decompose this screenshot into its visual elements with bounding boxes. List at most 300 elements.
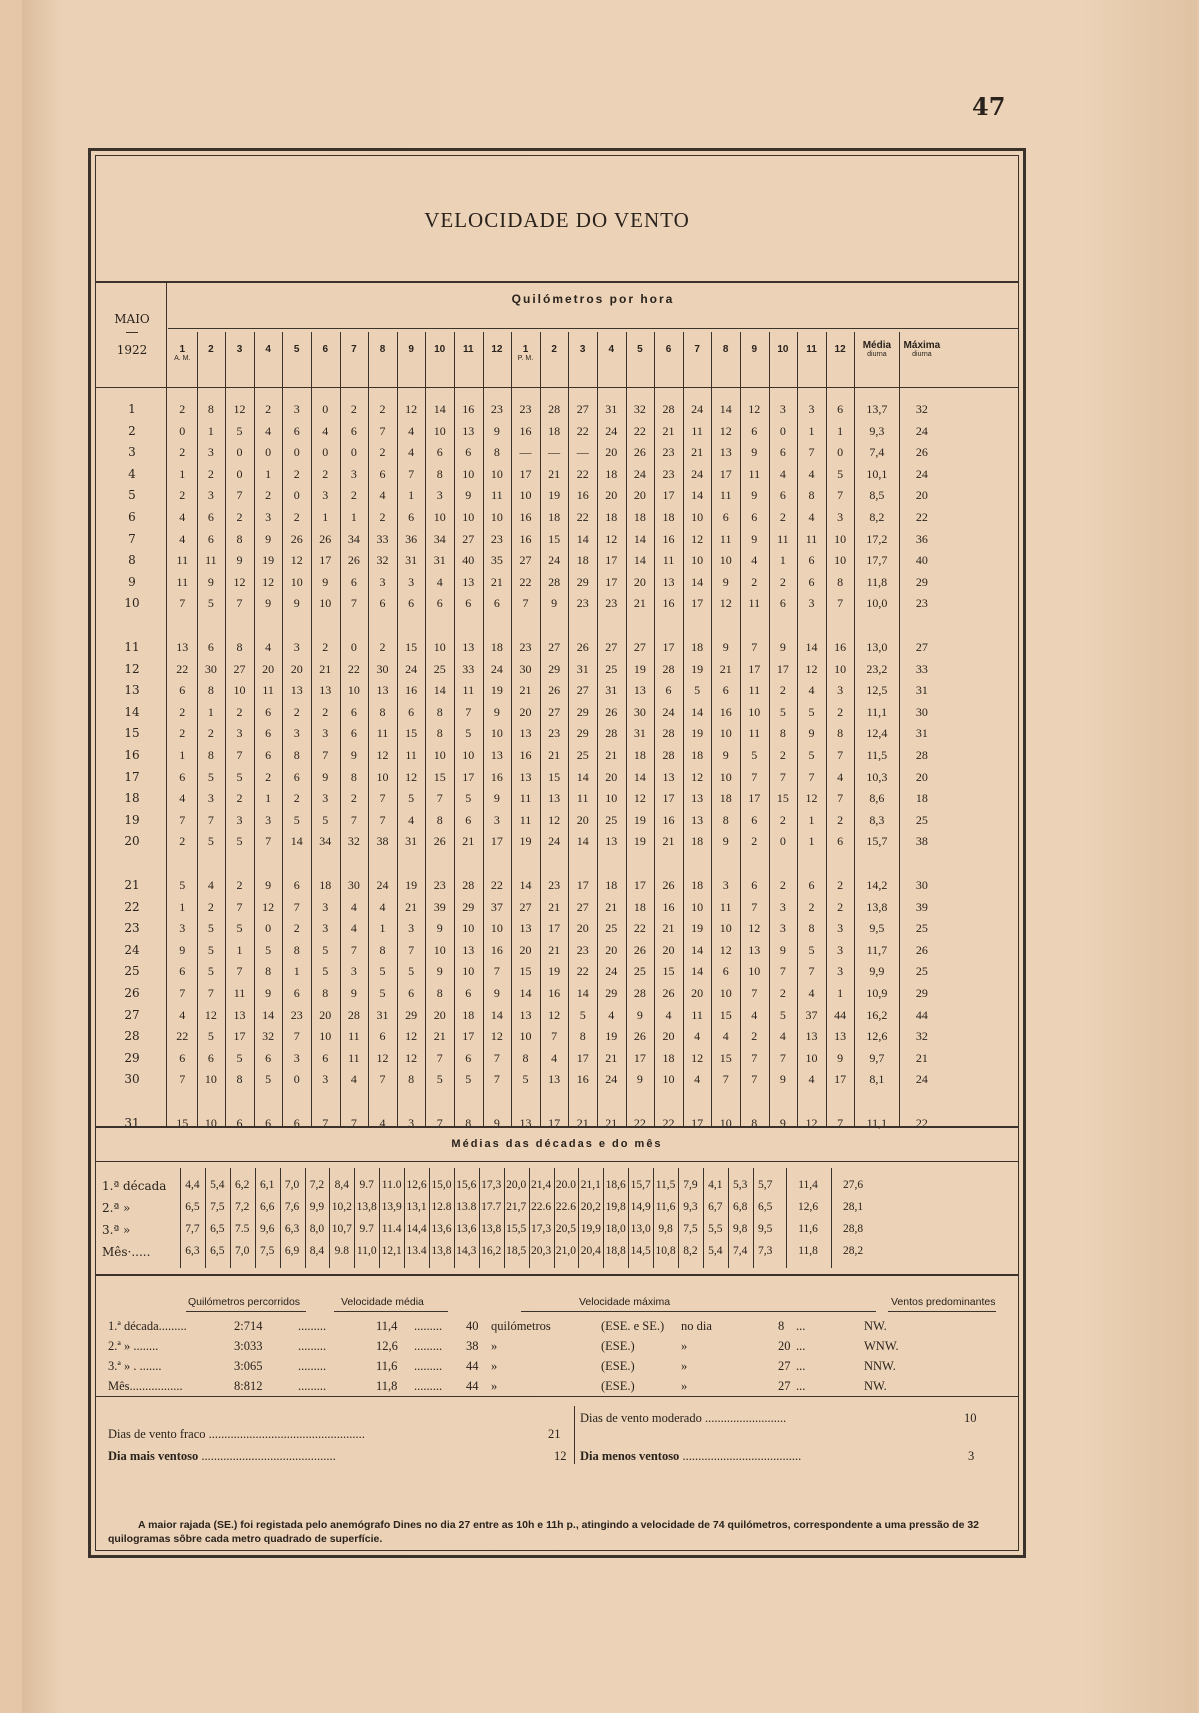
table-cell: 31: [605, 402, 618, 416]
decade-cell: 9,8: [733, 1223, 748, 1235]
table-cell: 7: [236, 596, 243, 611]
table-cell: 5: [379, 964, 386, 979]
table-cell: 7,4: [869, 445, 885, 460]
table-cell: 3: [837, 683, 844, 698]
table-cell: 4: [379, 488, 386, 503]
decade-cell: 13.4: [406, 1245, 427, 1257]
table-cell: 2: [837, 704, 844, 719]
table-cell: 2: [179, 704, 186, 719]
table-cell: 24: [915, 1072, 928, 1087]
table-cell: —: [576, 445, 589, 460]
table-cell: 2: [779, 510, 786, 524]
table-cell: 8: [493, 445, 500, 460]
table-cell: 15: [405, 640, 418, 654]
decade-cell: 11.0: [381, 1179, 402, 1191]
table-cell: 32: [915, 402, 928, 416]
table-cell: 5: [236, 834, 243, 849]
weak-wind-label: Dias de vento fraco: [108, 1427, 206, 1441]
table-cell: 8: [779, 726, 786, 741]
table-cell: 1: [808, 834, 815, 849]
column-header: [683, 344, 712, 355]
table-cell: 2: [837, 878, 844, 892]
day-label: 11: [124, 640, 140, 654]
table-cell: 25: [605, 812, 618, 827]
table-cell: 22: [633, 921, 646, 936]
column-header: [654, 344, 683, 355]
table-cell: 18: [691, 748, 704, 762]
decades-top-divider: [96, 1161, 1018, 1162]
summary-dia: »: [681, 1339, 688, 1353]
table-cell: 10: [376, 769, 389, 784]
table-cell: 2: [751, 834, 758, 849]
table-cell: 27: [915, 640, 928, 654]
table-cell: 5: [207, 769, 214, 784]
table-cell: 3: [293, 726, 300, 741]
table-cell: 6: [436, 596, 443, 611]
table-cell: 17: [576, 878, 589, 892]
table-cell: 29: [605, 986, 618, 1000]
table-cell: 27: [576, 899, 589, 914]
table-cell: 6: [207, 531, 214, 546]
table-cell: 10: [433, 640, 446, 654]
table-cell: 2: [293, 921, 300, 936]
table-cell: 6: [665, 683, 672, 698]
column-header: [425, 344, 454, 355]
table-cell: 3: [779, 899, 786, 914]
table-cell: 3: [322, 791, 329, 806]
table-cell: 6: [379, 1029, 386, 1044]
table-cell: 12: [233, 402, 246, 416]
decade-cell: 12,1: [381, 1245, 402, 1257]
weak-wind-value: 21: [548, 1427, 561, 1441]
table-cell: 26: [662, 986, 675, 1000]
table-cell: 8: [751, 1116, 758, 1130]
day-label: 30: [124, 1072, 140, 1087]
table-cell: 28: [662, 661, 675, 676]
table-cell: 1: [350, 510, 357, 524]
day-label: 24: [124, 942, 140, 957]
day-label: 2: [128, 423, 136, 438]
table-cell: 23: [519, 402, 532, 416]
table-cell: 12: [748, 402, 761, 416]
table-cell: 11: [719, 488, 732, 503]
table-cell: 18: [462, 1007, 475, 1022]
decade-cell: 11,4: [798, 1179, 818, 1191]
day-label: 19: [124, 812, 140, 827]
table-cell: 13: [834, 1029, 847, 1044]
table-cell: 8: [522, 1050, 529, 1065]
decade-cell: 20,2: [580, 1201, 601, 1213]
table-cell: 10,3: [866, 769, 888, 784]
table-cell: 9: [179, 942, 186, 957]
day-label: 5: [128, 488, 136, 503]
table-cell: 28: [548, 402, 561, 416]
table-cell: 3: [322, 488, 329, 503]
day-label: 21: [124, 878, 140, 892]
table-cell: 33: [462, 661, 475, 676]
table-cell: 33: [915, 661, 928, 676]
table-cell: 29: [915, 574, 928, 589]
table-cell: 3: [837, 942, 844, 957]
footnote: A maior rajada (SE.) foi registada pelo anemógrafo Dines no dia 27 entre as 10h e 11h p., atingindo a velocidade de 74 quilómetros, correspondente a uma pressão de 32 quilogramas sôbre cada metro quadrado de superfície.: [108, 1519, 980, 1546]
table-cell: 7: [751, 986, 758, 1000]
decade-cell: 8,4: [309, 1245, 325, 1257]
column-header-sub: A. M.: [174, 355, 191, 362]
table-cell: 38: [376, 834, 389, 849]
table-cell: 13: [519, 921, 532, 936]
table-cell: 20: [433, 1007, 446, 1022]
table-cell: 7: [465, 704, 472, 719]
table-cell: 24: [548, 834, 561, 849]
table-cell: 1: [179, 466, 186, 481]
table-cell: 30: [915, 704, 928, 719]
table-cell: 17: [691, 596, 704, 611]
table-cell: 3: [322, 726, 329, 741]
table-cell: 10: [519, 1029, 532, 1044]
table-cell: 9: [265, 878, 272, 892]
decade-cell: 15,7: [630, 1179, 651, 1191]
table-cell: 13: [490, 748, 503, 762]
table-cell: 23: [548, 878, 561, 892]
table-cell: 3: [350, 466, 357, 481]
table-cell: 12: [805, 661, 818, 676]
table-cell: 18: [633, 510, 646, 524]
table-cell: 16: [719, 704, 732, 719]
table-cell: 25: [605, 921, 618, 936]
decade-cell: 18,6: [605, 1179, 626, 1191]
table-cell: 13: [719, 445, 732, 460]
table-cell: 10: [204, 1072, 217, 1087]
table-cell: 13: [462, 942, 475, 957]
table-cell: 12: [405, 402, 418, 416]
day-label: 25: [124, 964, 140, 979]
table-cell: 9: [779, 1116, 786, 1130]
table-cell: 12: [204, 1007, 217, 1022]
table-cell: 8: [436, 812, 443, 827]
table-cell: 6: [722, 683, 729, 698]
table-cell: 9: [322, 769, 329, 784]
table-cell: 21: [633, 596, 646, 611]
table-cell: 17: [519, 466, 532, 481]
table-cell: 3: [436, 488, 443, 503]
table-cell: 6: [179, 964, 186, 979]
table-cell: 12: [633, 791, 646, 806]
table-cell: 8: [579, 1029, 586, 1044]
table-cell: 25: [433, 661, 446, 676]
table-cell: 13: [805, 1029, 818, 1044]
table-cell: 11,5: [866, 748, 888, 762]
table-cell: 11: [519, 812, 532, 827]
table-cell: 2: [779, 574, 786, 589]
table-cell: 10: [748, 964, 761, 979]
table-cell: 12: [405, 1050, 418, 1065]
summary-vmax: 44: [466, 1379, 479, 1393]
summary-leader: ...: [796, 1319, 806, 1333]
table-cell: 6: [436, 445, 443, 460]
summary-day: 27: [778, 1359, 791, 1373]
table-cell: 19: [691, 921, 704, 936]
summary-km: 8:812: [234, 1379, 263, 1393]
table-cell: 8: [236, 640, 243, 654]
summary-label: 3.ª » . .......: [108, 1359, 162, 1373]
table-cell: 11: [748, 726, 761, 741]
table-cell: 11: [376, 726, 389, 741]
table-cell: 13,7: [866, 402, 888, 416]
table-cell: 29: [548, 661, 561, 676]
table-cell: 10: [719, 1116, 732, 1130]
table-cell: 4: [808, 1072, 815, 1087]
column-header: [368, 344, 397, 355]
table-cell: 24: [915, 423, 928, 438]
table-cell: 3: [265, 812, 272, 827]
table-cell: 9: [493, 1116, 500, 1130]
column-header: [454, 344, 483, 355]
table-cell: 13: [290, 683, 303, 698]
table-cell: 7: [808, 445, 815, 460]
table-cell: 18: [576, 553, 589, 568]
table-cell: 2: [837, 899, 844, 914]
column-header: [826, 344, 855, 355]
table-cell: 31: [633, 726, 646, 741]
table-cell: 11: [662, 553, 675, 568]
table-cell: 2: [179, 445, 186, 460]
table-cell: 16: [519, 423, 532, 438]
table-cell: 4: [379, 1116, 386, 1130]
table-cell: 2: [207, 899, 214, 914]
decade-cell: 9,3: [683, 1201, 698, 1213]
table-cell: 28: [662, 726, 675, 741]
summary-vm: 11,4: [376, 1319, 398, 1333]
table-cell: 6: [779, 445, 786, 460]
table-cell: 26: [633, 445, 646, 460]
table-cell: 7: [779, 1050, 786, 1065]
table-cell: 10: [319, 1029, 332, 1044]
table-cell: 20: [576, 812, 589, 827]
table-cell: 23: [662, 466, 675, 481]
table-cell: 10: [519, 488, 532, 503]
decade-cell: 13,8: [356, 1201, 377, 1213]
table-cell: 8: [465, 1116, 472, 1130]
table-cell: 16: [519, 748, 532, 762]
table-cell: 24: [490, 661, 503, 676]
table-cell: 32: [915, 1029, 928, 1044]
table-cell: 13: [319, 683, 332, 698]
table-cell: 7: [837, 1116, 844, 1130]
table-cell: 22: [519, 574, 532, 589]
table-cell: 13: [376, 683, 389, 698]
table-cell: 17: [548, 1116, 561, 1130]
table-cell: 0: [779, 423, 786, 438]
table-cell: 26: [915, 445, 928, 460]
table-cell: 6: [837, 834, 844, 849]
table-frame-inner: [95, 155, 1019, 1551]
table-cell: 4: [722, 1029, 729, 1044]
day-label: 17: [124, 769, 140, 784]
table-cell: 13: [176, 640, 189, 654]
table-cell: 5: [207, 942, 214, 957]
days-bottom-divider: [96, 1126, 1018, 1128]
table-cell: 6: [779, 488, 786, 503]
decade-cell: 13,0: [630, 1223, 651, 1235]
summary-vmax: 40: [466, 1319, 479, 1333]
table-cell: 11: [462, 683, 475, 698]
table-cell: 10: [719, 553, 732, 568]
table-cell: 10: [834, 531, 847, 546]
table-cell: 24: [691, 466, 704, 481]
table-cell: 4: [608, 1007, 615, 1022]
table-cell: 6: [751, 812, 758, 827]
table-cell: 14,2: [866, 878, 888, 892]
decade-cell: 8,0: [309, 1223, 325, 1235]
table-cell: 9: [322, 574, 329, 589]
table-cell: 28: [548, 574, 561, 589]
table-cell: 11,7: [866, 942, 888, 957]
table-cell: 5: [236, 1050, 243, 1065]
table-cell: 11: [691, 423, 703, 438]
column-header-label: 8: [379, 344, 386, 355]
table-cell: 9: [722, 834, 729, 849]
table-cell: 27: [548, 640, 561, 654]
table-cell: 40: [915, 553, 928, 568]
table-cell: 30: [519, 661, 532, 676]
table-cell: 3: [207, 488, 214, 503]
calmest-row: [580, 1449, 801, 1464]
table-cell: 0: [837, 445, 844, 460]
decade-cell: 13,1: [406, 1201, 427, 1213]
table-cell: 13: [462, 574, 475, 589]
table-cell: 20: [319, 1007, 332, 1022]
table-cell: 7: [179, 596, 186, 611]
table-cell: 10: [691, 553, 704, 568]
table-cell: 9: [265, 596, 272, 611]
table-cell: 18: [915, 791, 928, 806]
column-header-label: 10: [777, 344, 789, 355]
table-cell: 1: [322, 510, 329, 524]
moderate-wind-value: 10: [964, 1411, 977, 1425]
decade-cell: 18,5: [506, 1245, 527, 1257]
table-cell: 6: [265, 704, 272, 719]
table-cell: 1: [808, 423, 815, 438]
table-cell: 30: [633, 704, 646, 719]
summary-header: Velocidade máxima: [579, 1296, 671, 1308]
summary-leader: ...: [796, 1359, 806, 1373]
table-cell: 17: [548, 921, 561, 936]
table-cell: 8: [207, 683, 214, 698]
table-cell: 0: [350, 640, 357, 654]
table-cell: 5: [236, 423, 243, 438]
table-cell: 3: [808, 596, 815, 611]
table-cell: 8: [236, 1072, 243, 1087]
table-cell: 10: [204, 1116, 217, 1130]
summary-header-underline: [186, 1311, 306, 1312]
windiest-leader: ...........................................: [201, 1449, 336, 1463]
column-header: [626, 344, 655, 355]
table-cell: 10,1: [866, 466, 888, 481]
table-cell: 11: [777, 531, 789, 546]
table-cell: 13: [662, 574, 675, 589]
table-cell: 2: [207, 726, 214, 741]
table-cell: 15: [719, 1050, 732, 1065]
column-header-label: 10: [434, 344, 446, 355]
table-cell: 14: [433, 402, 446, 416]
table-cell: 11: [348, 1029, 360, 1044]
decade-label: 1.ª década: [102, 1179, 167, 1193]
table-cell: 10: [490, 921, 503, 936]
table-cell: 4: [808, 466, 815, 481]
summary-header-underline: [888, 1311, 996, 1312]
table-cell: 14: [290, 834, 303, 849]
table-cell: 1: [837, 986, 844, 1000]
table-cell: 6: [465, 1050, 472, 1065]
table-cell: 4: [350, 921, 357, 936]
column-header-label: 1: [522, 344, 529, 355]
summary-leader: .........: [298, 1359, 327, 1373]
table-cell: 19: [405, 878, 418, 892]
table-cell: 15: [519, 964, 532, 979]
decade-cell: 6,7: [708, 1201, 723, 1213]
table-cell: 13: [633, 683, 646, 698]
table-cell: 20: [662, 942, 675, 957]
summary-wind: NW.: [864, 1379, 887, 1393]
decade-cell: 13,8: [481, 1223, 502, 1235]
decade-cell: 6,3: [185, 1245, 200, 1257]
table-cell: 8: [293, 942, 300, 957]
table-cell: 3: [293, 402, 300, 416]
decade-label: 2.ª »: [102, 1201, 131, 1215]
table-cell: 7: [751, 899, 758, 914]
table-cell: 30: [376, 661, 389, 676]
table-cell: 6: [179, 769, 186, 784]
decade-cell: 10,8: [655, 1245, 676, 1257]
decade-cell: 20,3: [530, 1245, 552, 1257]
summary-dia: »: [681, 1379, 688, 1393]
table-cell: 6: [379, 466, 386, 481]
table-cell: 5: [808, 748, 815, 762]
table-cell: 7: [207, 986, 214, 1000]
table-cell: 7: [236, 964, 243, 979]
decade-cell: 11.4: [381, 1223, 402, 1235]
table-cell: 3: [408, 921, 415, 936]
table-cell: 16: [519, 531, 532, 546]
summary-label: Mês.................: [108, 1379, 183, 1393]
table-cell: 4: [551, 1050, 558, 1065]
table-cell: 13,8: [866, 899, 888, 914]
table-cell: 40: [462, 553, 475, 568]
table-cell: —: [519, 445, 532, 460]
header-divider: [96, 387, 1018, 388]
table-cell: 21: [662, 921, 675, 936]
table-cell: 11: [805, 531, 818, 546]
decade-label: Mês·.....: [102, 1245, 151, 1259]
table-cell: 10: [834, 661, 847, 676]
column-header: [282, 344, 311, 355]
table-cell: 24: [633, 466, 646, 481]
table-cell: 5: [465, 1072, 472, 1087]
table-cell: 17: [776, 661, 789, 676]
table-cell: 36: [915, 531, 928, 546]
decade-cell: 13,8: [431, 1245, 452, 1257]
decade-cell: 7,2: [309, 1179, 325, 1191]
table-cell: 17: [719, 466, 732, 481]
table-cell: 24: [405, 661, 418, 676]
table-cell: 17: [462, 1029, 475, 1044]
decade-cell: 4,1: [708, 1179, 723, 1191]
table-cell: 3: [322, 899, 329, 914]
table-cell: 18: [662, 510, 675, 524]
summary-unit: quilómetros: [491, 1319, 551, 1333]
table-cell: 39: [915, 899, 928, 914]
table-cell: 21: [548, 748, 561, 762]
